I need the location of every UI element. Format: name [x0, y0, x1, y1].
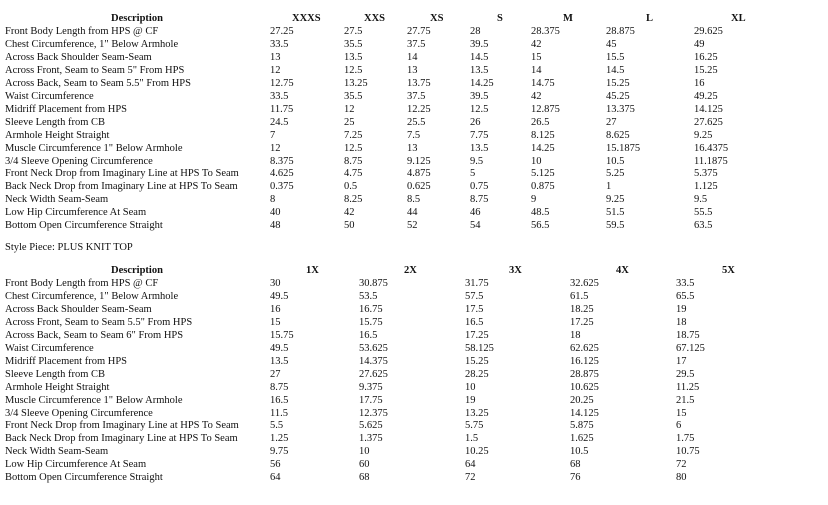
measurement-value: 68: [570, 459, 581, 471]
measurement-value: 51.5: [606, 207, 625, 219]
measurement-value: 18.25: [570, 303, 594, 315]
measurement-value: 1.625: [570, 433, 594, 445]
measurement-value: 13: [407, 64, 418, 76]
measurement-value: 67.125: [676, 342, 705, 354]
measurement-value: 80: [676, 472, 687, 484]
measurement-value: 0.625: [407, 181, 431, 193]
measurement-value: 48: [270, 220, 281, 232]
measurement-value: 30: [270, 278, 281, 289]
measurement-value: 20.25: [570, 394, 594, 406]
measurement-description: Neck Width Seam-Seam: [5, 446, 109, 458]
measurement-value: 11.75: [270, 103, 294, 115]
measurement-description: Muscle Circumference 1" Below Armhole: [5, 394, 183, 406]
measurement-value: 65.5: [676, 290, 695, 302]
measurement-description: Bottom Open Circumference Straight: [5, 220, 163, 232]
measurement-description: Front Body Length from HPS @ CF: [5, 26, 159, 37]
measurement-value: 68: [359, 472, 370, 484]
measurement-value: 9.125: [407, 155, 431, 167]
measurement-value: 16.125: [570, 355, 599, 367]
measurement-value: 13: [407, 142, 418, 154]
measurement-value: 14.25: [470, 77, 494, 89]
measurement-value: 55.5: [694, 207, 713, 219]
measurement-value: 15.25: [606, 77, 630, 89]
measurement-value: 15: [531, 51, 542, 63]
measurement-value: 9.75: [270, 446, 289, 458]
measurement-description: Front Body Length from HPS @ CF: [5, 278, 159, 289]
measurement-value: 14.375: [359, 355, 388, 367]
measurement-value: 7: [270, 129, 276, 141]
measurement-value: 5.25: [606, 168, 625, 180]
measurement-value: 7.75: [470, 129, 489, 141]
measurement-value: 40: [270, 207, 281, 219]
measurement-value: 10.25: [465, 446, 489, 458]
column-header-size: M: [563, 13, 573, 24]
measurement-value: 19: [465, 394, 476, 406]
measurement-value: 35.5: [344, 38, 363, 50]
measurement-value: 49: [694, 38, 705, 50]
measurement-value: 27: [606, 116, 617, 128]
measurement-value: 39.5: [470, 90, 489, 102]
measurement-description: 3/4 Sleeve Opening Circumference: [5, 155, 153, 167]
measurement-value: 53.625: [359, 342, 388, 354]
measurement-value: 10.5: [570, 446, 589, 458]
measurement-value: 37.5: [407, 90, 426, 102]
measurement-value: 14: [407, 51, 418, 63]
measurement-value: 9.5: [694, 194, 708, 206]
measurement-description: Across Back Shoulder Seam-Seam: [5, 51, 152, 63]
measurement-value: 16: [270, 303, 281, 315]
measurement-value: 61.5: [570, 290, 589, 302]
measurement-value: 4.625: [270, 168, 294, 180]
measurement-value: 48.5: [531, 207, 550, 219]
measurement-value: 0.375: [270, 181, 294, 193]
measurement-value: 0.875: [531, 181, 555, 193]
measurement-value: 59.5: [606, 220, 625, 232]
measurement-value: 28.875: [570, 368, 599, 380]
measurement-value: 53.5: [359, 290, 378, 302]
column-header-size: XXXS: [292, 13, 321, 24]
column-header-size: 2X: [404, 265, 417, 276]
column-header-size: S: [497, 13, 503, 24]
measurement-value: 9.5: [470, 155, 484, 167]
measurement-value: 29.5: [676, 368, 695, 380]
measurement-description: Sleeve Length from CB: [5, 368, 106, 380]
measurement-value: 27.625: [694, 116, 723, 128]
measurement-value: 25.5: [407, 116, 426, 128]
measurement-value: 50: [344, 220, 355, 232]
measurement-value: 15: [676, 407, 687, 419]
measurement-value: 39.5: [470, 38, 489, 50]
measurement-value: 12.25: [407, 103, 431, 115]
measurement-value: 14.75: [531, 77, 555, 89]
column-header-size: XL: [731, 13, 746, 24]
measurement-value: 13.75: [407, 77, 431, 89]
measurement-value: 18.75: [676, 329, 700, 341]
measurement-description: Chest Circumference, 1" Below Armhole: [5, 290, 179, 302]
measurement-value: 15.75: [270, 329, 294, 341]
measurement-value: 45.25: [606, 90, 630, 102]
measurement-value: 8.75: [344, 155, 363, 167]
measurement-value: 60: [359, 459, 370, 471]
measurement-description: Low Hip Circumference At Seam: [5, 207, 147, 219]
column-header-size: 4X: [616, 265, 629, 276]
measurement-value: 14: [531, 64, 542, 76]
measurement-value: 15.25: [694, 64, 718, 76]
measurement-value: 8.75: [270, 381, 289, 393]
measurement-description: Waist Circumference: [5, 90, 94, 102]
measurement-value: 49.25: [694, 90, 718, 102]
measurement-value: 64: [270, 472, 281, 484]
measurement-value: 17.75: [359, 394, 383, 406]
measurement-value: 15.25: [465, 355, 489, 367]
measurement-description: Back Neck Drop from Imaginary Line at HPS To Seam: [5, 181, 238, 193]
measurement-value: 17.5: [465, 303, 484, 315]
measurement-value: 11.25: [676, 381, 700, 393]
measurement-value: 14.5: [470, 51, 489, 63]
measurement-value: 17: [676, 355, 687, 367]
measurement-description: Waist Circumference: [5, 342, 94, 354]
measurement-value: 16.5: [270, 394, 289, 406]
measurement-value: 12.875: [531, 103, 560, 115]
measurement-value: 62.625: [570, 342, 599, 354]
measurement-value: 12: [270, 64, 281, 76]
measurement-description: Front Neck Drop from Imaginary Line at HPS To Seam: [5, 168, 239, 180]
column-header-size: 5X: [722, 265, 735, 276]
measurement-value: 9.25: [606, 194, 625, 206]
measurement-value: 54: [470, 220, 481, 232]
measurement-value: 28.375: [531, 26, 560, 37]
measurement-value: 8.625: [606, 129, 630, 141]
measurement-value: 8.25: [344, 194, 363, 206]
measurement-value: 64: [465, 459, 476, 471]
measurement-value: 9: [531, 194, 537, 206]
measurement-value: 12.375: [359, 407, 388, 419]
measurement-value: 10.75: [676, 446, 700, 458]
measurement-value: 16.4375: [694, 142, 729, 154]
measurement-value: 26.5: [531, 116, 550, 128]
measurement-value: 26: [470, 116, 481, 128]
measurement-value: 9.375: [359, 381, 383, 393]
measurement-value: 10: [531, 155, 542, 167]
column-header-size: L: [646, 13, 654, 24]
measurement-value: 4.875: [407, 168, 431, 180]
measurement-description: Across Back, Seam to Seam 6" From HPS: [5, 329, 184, 341]
measurement-value: 12.75: [270, 77, 294, 89]
measurement-value: 28.875: [606, 26, 635, 37]
measurement-description: Neck Width Seam-Seam: [5, 194, 109, 206]
measurement-value: 8.75: [470, 194, 489, 206]
measurement-value: 12.5: [470, 103, 489, 115]
measurement-value: 12: [270, 142, 281, 154]
measurement-description: Bottom Open Circumference Straight: [5, 472, 163, 484]
measurement-value: 14.25: [531, 142, 555, 154]
measurement-value: 72: [676, 459, 687, 471]
measurement-value: 16: [694, 77, 705, 89]
measurement-value: 11.1875: [694, 155, 728, 167]
measurement-value: 13.25: [344, 77, 368, 89]
measurement-value: 63.5: [694, 220, 713, 232]
measurement-value: 58.125: [465, 342, 494, 354]
measurement-description: Across Back, Seam to Seam 5.5" From HPS: [5, 77, 191, 89]
measurement-value: 35.5: [344, 90, 363, 102]
column-header-size: XXS: [364, 13, 386, 24]
measurement-value: 56.5: [531, 220, 550, 232]
measurement-value: 37.5: [407, 38, 426, 50]
measurement-value: 57.5: [465, 290, 484, 302]
measurement-description: Low Hip Circumference At Seam: [5, 459, 147, 471]
measurement-description: 3/4 Sleeve Opening Circumference: [5, 407, 153, 419]
measurement-value: 8.125: [531, 129, 555, 141]
measurement-value: 13.5: [470, 142, 489, 154]
measurement-description: Armhole Height Straight: [5, 381, 110, 393]
measurement-value: 27.5: [344, 26, 363, 37]
measurement-value: 8: [270, 194, 276, 206]
measurement-description: Midriff Placement from HPS: [5, 103, 128, 115]
measurement-value: 46: [470, 207, 481, 219]
measurement-value: 10.625: [570, 381, 599, 393]
measurement-value: 49.5: [270, 290, 289, 302]
measurement-value: 13.5: [470, 64, 489, 76]
measurement-value: 27: [270, 368, 281, 380]
measurement-value: 27.625: [359, 368, 388, 380]
measurement-value: 1.375: [359, 433, 383, 445]
measurement-value: 24.5: [270, 116, 289, 128]
measurement-value: 11.5: [270, 407, 288, 419]
measurement-value: 1.125: [694, 181, 718, 193]
measurement-value: 13.5: [344, 51, 363, 63]
measurement-description: Chest Circumference, 1" Below Armhole: [5, 38, 179, 50]
measurement-value: 12: [344, 103, 355, 115]
measurement-value: 33.5: [270, 38, 289, 50]
measurement-value: 56: [270, 459, 281, 471]
measurement-value: 15.5: [606, 51, 625, 63]
measurement-value: 9.25: [694, 129, 713, 141]
measurement-value: 17.25: [570, 316, 594, 328]
measurement-value: 0.5: [344, 181, 358, 193]
measurement-value: 28: [470, 26, 481, 37]
measurement-value: 10: [465, 381, 476, 393]
measurement-value: 27.75: [407, 26, 431, 37]
measurement-value: 13: [270, 51, 281, 63]
measurement-value: 42: [344, 207, 355, 219]
column-header-size: 3X: [509, 265, 522, 276]
measurement-value: 8.5: [407, 194, 421, 206]
measurement-value: 1.75: [676, 433, 695, 445]
measurement-value: 15: [270, 316, 281, 328]
measurement-value: 25: [344, 116, 355, 128]
measurement-description: Sleeve Length from CB: [5, 116, 106, 128]
measurement-value: 42: [531, 90, 542, 102]
measurement-value: 49.5: [270, 342, 289, 354]
measurement-value: 76: [570, 472, 581, 484]
measurement-description: Front Neck Drop from Imaginary Line at HPS To Seam: [5, 420, 239, 432]
measurement-description: Back Neck Drop from Imaginary Line at HPS To Seam: [5, 433, 238, 445]
measurement-value: 18: [570, 329, 581, 341]
measurement-value: 1: [606, 181, 612, 193]
measurement-value: 31.75: [465, 278, 489, 289]
measurement-value: 16.5: [465, 316, 484, 328]
measurement-value: 30.875: [359, 278, 388, 289]
measurement-value: 7.25: [344, 129, 363, 141]
column-header-size: XS: [430, 13, 444, 24]
measurement-value: 8.375: [270, 155, 294, 167]
measurement-value: 32.625: [570, 278, 599, 289]
column-header-description: Description: [111, 13, 163, 24]
measurement-description: Midriff Placement from HPS: [5, 355, 128, 367]
measurement-value: 0.75: [470, 181, 489, 193]
measurement-value: 29.625: [694, 26, 723, 37]
measurement-value: 10: [359, 446, 370, 458]
measurement-value: 1.25: [270, 433, 289, 445]
column-header-description: Description: [111, 265, 163, 276]
measurement-value: 12.5: [344, 142, 363, 154]
column-header-size: 1X: [306, 265, 319, 276]
measurement-value: 33.5: [676, 278, 695, 289]
measurement-value: 7.5: [407, 129, 421, 141]
measurement-value: 13.25: [465, 407, 489, 419]
measurement-value: 16.5: [359, 329, 378, 341]
measurement-value: 33.5: [270, 90, 289, 102]
measurement-value: 15.75: [359, 316, 383, 328]
measurement-description: Muscle Circumference 1" Below Armhole: [5, 142, 183, 154]
measurement-value: 18: [676, 316, 687, 328]
measurement-value: 1.5: [465, 433, 479, 445]
measurement-value: 27.25: [270, 26, 294, 37]
measurement-value: 5.625: [359, 420, 383, 432]
measurement-description: Across Back Shoulder Seam-Seam: [5, 303, 152, 315]
measurement-value: 52: [407, 220, 418, 232]
measurement-value: 21.5: [676, 394, 695, 406]
measurement-value: 12.5: [344, 64, 363, 76]
measurement-value: 16.25: [694, 51, 718, 63]
measurement-value: 5.875: [570, 420, 594, 432]
measurement-value: 5.75: [465, 420, 484, 432]
measurement-value: 5.375: [694, 168, 718, 180]
measurement-value: 17.25: [465, 329, 489, 341]
measurement-value: 4.75: [344, 168, 363, 180]
measurement-value: 6: [676, 420, 682, 432]
measurement-value: 5: [470, 168, 476, 180]
measurement-value: 5.5: [270, 420, 284, 432]
style-piece-label: Style Piece: PLUS KNIT TOP: [5, 242, 133, 253]
measurement-value: 42: [531, 38, 542, 50]
measurement-value: 13.375: [606, 103, 635, 115]
measurement-value: 16.75: [359, 303, 383, 315]
measurement-value: 5.125: [531, 168, 555, 180]
measurement-value: 72: [465, 472, 476, 484]
measurement-description: Armhole Height Straight: [5, 129, 110, 141]
measurement-value: 14.125: [694, 103, 723, 115]
measurement-description: Across Front, Seam to Seam 5.5" From HPS: [5, 316, 193, 328]
measurement-value: 14.125: [570, 407, 599, 419]
measurement-value: 44: [407, 207, 418, 219]
measurement-description: Across Front, Seam to Seam 5" From HPS: [5, 64, 185, 76]
measurement-value: 13.5: [270, 355, 289, 367]
measurement-value: 15.1875: [606, 142, 641, 154]
measurement-value: 19: [676, 303, 687, 315]
measurement-value: 28.25: [465, 368, 489, 380]
measurement-value: 14.5: [606, 64, 625, 76]
measurement-value: 10.5: [606, 155, 625, 167]
measurement-value: 45: [606, 38, 617, 50]
